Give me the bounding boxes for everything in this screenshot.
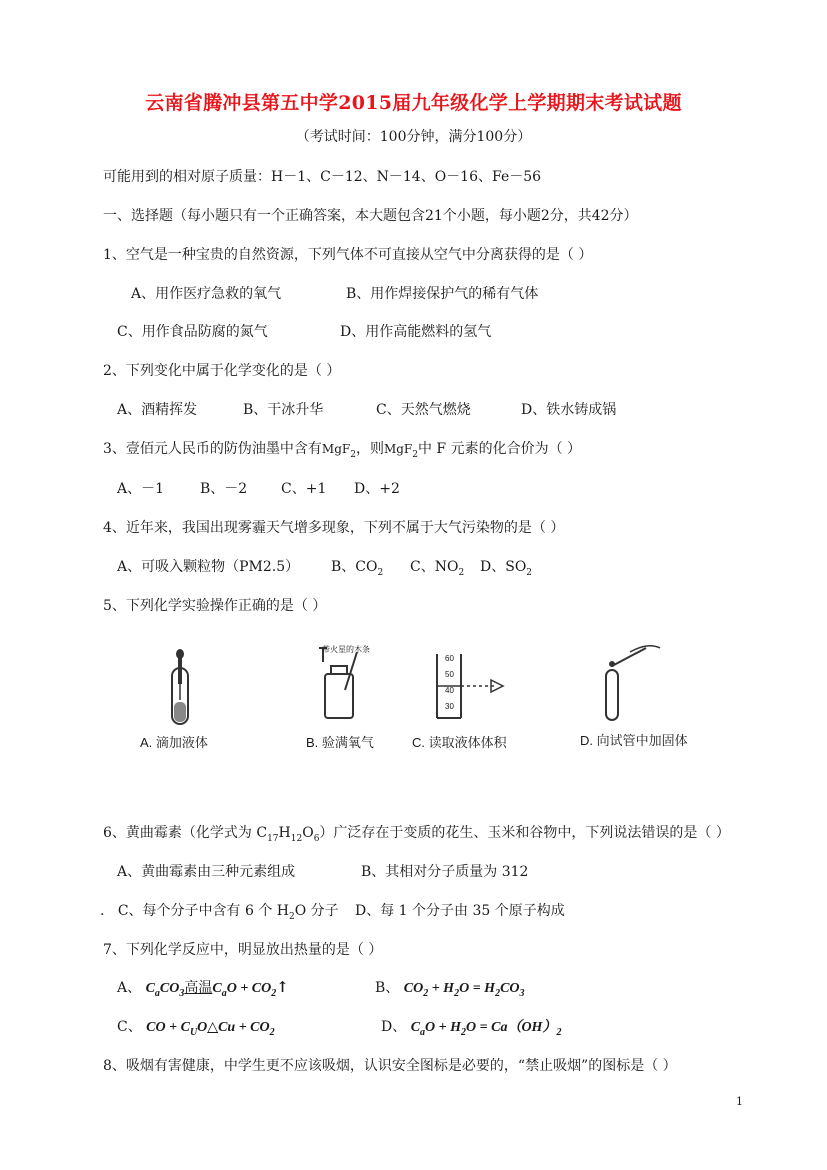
- figure-a-caption: A. 滴加液体: [140, 735, 208, 750]
- figure-b-caption: B. 验满氧气: [306, 735, 374, 750]
- question-7-stem: 7、下列化学反应中，明显放出热量的是（ ）: [103, 942, 383, 958]
- q4-option-c: C、$NO_2$: [410, 559, 465, 578]
- page-title: 云南省腾冲县第五中学2015届九年级化学上学期期末考试试题: [145, 92, 682, 114]
- q1-option-d: D、用作高能燃料的氢气: [340, 324, 492, 340]
- figure-d-test-tube: [590, 640, 670, 730]
- q6-option-b: B、其相对分子质量为 312: [361, 864, 529, 880]
- question-6-stem: 6、黄曲霉素（化学式为 $C_{17}H_{12}O_6$）广泛存在于变质的花生、玉米和谷物中，下列说法错误的是（ ）: [103, 825, 730, 844]
- q7-option-d: D、 $C_aO + H_2O = Ca(OH)_2$: [381, 1019, 562, 1038]
- q4-option-d: D、$SO_2$: [480, 559, 533, 578]
- tick-40: 40: [445, 686, 454, 695]
- gas-arrow-icon: ↑: [276, 978, 289, 996]
- q7-option-c: C、 CO + $C_UO\triangle Cu + CO_2$: [117, 1019, 275, 1038]
- figure-c-cylinder: [425, 640, 515, 730]
- q3-option-a: A、－1: [117, 481, 165, 497]
- q6-option-d: D、每 1 个分子由 35 个原子构成: [355, 903, 565, 919]
- q7-equation-c: CO + $C_UO\triangle Cu + CO_2$: [146, 1020, 275, 1038]
- q4-option-b: B、$CO_2$: [331, 559, 384, 578]
- q3-option-c: C、+1: [281, 481, 327, 497]
- q2-option-c: C、天然气燃烧: [376, 402, 471, 418]
- q7-option-a: A、 $C_aCO_3$高温$C_aO$ + $CO_2↑$: [117, 978, 289, 999]
- q7-equation-b: $CO_2 + H_2O = H_2CO_3$: [403, 981, 525, 999]
- exam-info: （考试时间：100分钟，满分100分）: [295, 129, 532, 145]
- figure-d-caption: D. 向试管中加固体: [580, 733, 688, 748]
- q7-equation-d: $C_aO + H_2O = Ca(OH)_2$: [410, 1020, 562, 1038]
- question-5-stem: 5、下列化学实验操作正确的是（ ）: [103, 598, 327, 614]
- q2-option-a: A、酒精挥发: [117, 402, 198, 418]
- figure-a-dropper: [150, 640, 210, 730]
- lab-operation-figures: [140, 640, 700, 790]
- q3-option-d: D、+2: [354, 481, 400, 497]
- q7-option-b: B、 $CO_2 + H_2O = H_2CO_3$: [375, 980, 525, 999]
- q1-option-c: C、用作食品防腐的氮气: [117, 324, 268, 340]
- question-3-stem: 3、壹佰元人民币的防伪油墨中含有MgF$_2$，则MgF$_2$中 F 元素的化合价为（ ）: [103, 441, 582, 460]
- question-2-stem: 2、下列变化中属于化学变化的是（ ）: [103, 363, 341, 379]
- q4-option-a: A、可吸入颗粒物（PM2.5）: [117, 559, 300, 575]
- figure-b-label: 带火星的木条: [322, 645, 370, 654]
- atomic-masses: 可能用到的相对原子质量：H－1、C－12、N－14、O－16、Fe－56: [103, 169, 542, 185]
- figure-c-caption: C. 读取液体体积: [412, 735, 507, 750]
- question-4-stem: 4、近年来，我国出现雾霾天气增多现象，下列不属于大气污染物的是（ ）: [103, 520, 565, 536]
- tick-60: 60: [445, 654, 454, 663]
- tick-30: 30: [445, 702, 454, 711]
- q7-equation-a: $C_aCO_3$高温$C_aO + CO_2$: [145, 981, 277, 999]
- question-8-stem: 8、吸烟有害健康，中学生更不应该吸烟，认识安全图标是必要的，“禁止吸烟”的图标是（ ）: [103, 1058, 677, 1074]
- q1-option-a: A、用作医疗急救的氧气: [131, 286, 282, 302]
- page-number: 1: [736, 1095, 743, 1108]
- tick-50: 50: [445, 670, 454, 679]
- q6-option-a: A、黄曲霉素由三种元素组成: [117, 864, 296, 880]
- q1-option-b: B、用作焊接保护气的稀有气体: [346, 286, 539, 302]
- q2-option-d: D、铁水铸成锅: [521, 402, 617, 418]
- q3-option-b: B、－2: [200, 481, 248, 497]
- q2-option-b: B、干冰升华: [243, 402, 324, 418]
- question-1-stem: 1、空气是一种宝贵的自然资源，下列气体不可直接从空气中分离获得的是（ ）: [103, 247, 593, 263]
- section-heading: 一、选择题（每小题只有一个正确答案，本大题包含21个小题，每小题2分，共42分）: [103, 208, 638, 224]
- q6-option-c: . C、每个分子中含有 6 个 $H_2O$ 分子: [100, 903, 339, 922]
